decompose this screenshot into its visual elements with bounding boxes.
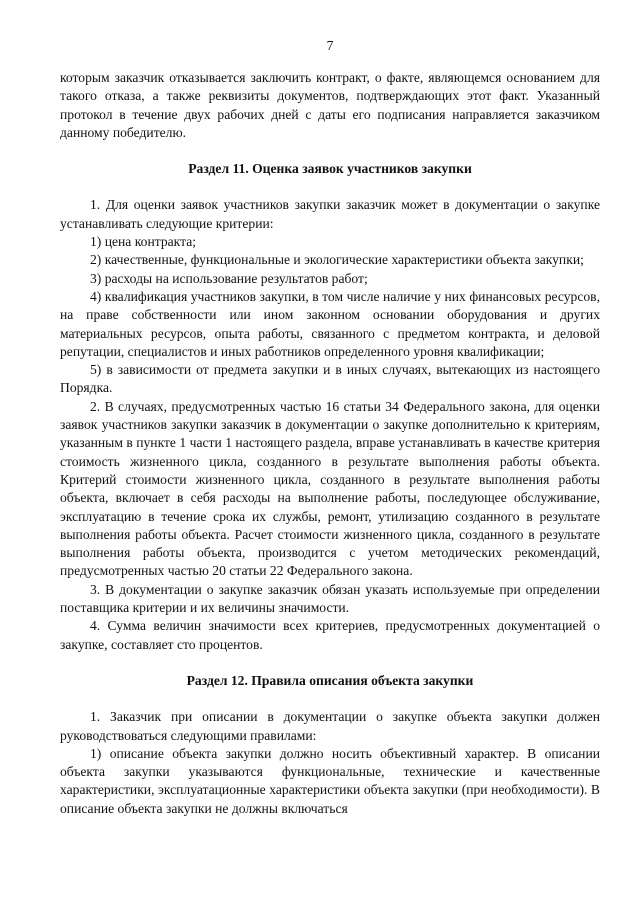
paragraph-12-1: 1. Заказчик при описании в документации о закупке объекта закупки должен руководствоваться следующими правилами: [60,709,600,743]
paragraph-continuation: которым заказчик отказывается заключить контракт, о факте, являющемся основанием для такого отказа, а также реквизиты документов, подтверждающих этот факт. Указанный протокол в течение двух рабочих дней с даты его подписания направляется заказчиком данному победителю. [60,70,600,140]
document-body [60,69,600,818]
section-12-heading: Раздел 12. Правила описания объекта закупки [186,672,474,688]
criterion-5: 5) в зависимости от предмета закупки и в иных случаях, вытекающих из настоящего Порядка. [60,362,600,396]
paragraph-11-2: 2. В случаях, предусмотренных частью 16 статьи 34 Федерального закона, для оценки заявок участников закупки заказчик в документации о закупке дополнительно к критериям, указанным в пункте 1 части 1 настоящего раздела, вправе устанавливать в качестве критерия стоимость жизненного цикла, созданного в результате выполнения работы объекта. Критерий стоимости жизненного цикла, созданного в результате выполнения работы объекта, включает в себя расходы на выполнение работы, последующее обслуживание, эксплуатацию в течение срока их службы, ремонт, утилизацию созданного в результате выполнения работы объекта. Расчет стоимости жизненного цикла, созданного в результате выполнения работы объекта, производится с учетом методических рекомендаций, предусмотренных частью 20 статьи 22 Федерального закона. [60,398,600,579]
criterion-1: 1) цена контракта; [90,234,197,250]
criterion-4: 4) квалификация участников закупки, в том числе наличие у них финансовых ресурсов, на праве собственности или ином законном основании оборудования и других материальных ресурсов, опыта работы, связанного с предметом контракта, и деловой репутации, специалистов и иных работников определенного уровня квалификации; [60,288,600,359]
paragraph-11-1: 1. Для оценки заявок участников закупки заказчик может в документации о закупке устанавливать следующие критерии: [60,197,600,231]
page-number: 7 [326,38,334,53]
criterion-2: 2) качественные, функциональные и экологические характеристики объекта закупки; [90,252,584,268]
paragraph-11-3: 3. В документации о закупке заказчик обязан указать используемые при определении поставщика критерии и их величины значимости. [60,581,600,616]
section-11-heading: Раздел 11. Оценка заявок участников закупки [188,161,472,177]
paragraph-11-4: 4. Сумма величин значимости всех критериев, предусмотренных документацией о закупке, составляет сто процентов. [60,618,600,652]
rule-1: 1) описание объекта закупки должно носить объективный характер. В описании объекта закупки указываются функциональные, технические и качественные характеристики, эксплуатационные характеристики объекта закупки (при необходимости). В описание объекта закупки не должны включаться [60,745,600,816]
criterion-3: 3) расходы на использование результатов работ; [90,270,368,286]
